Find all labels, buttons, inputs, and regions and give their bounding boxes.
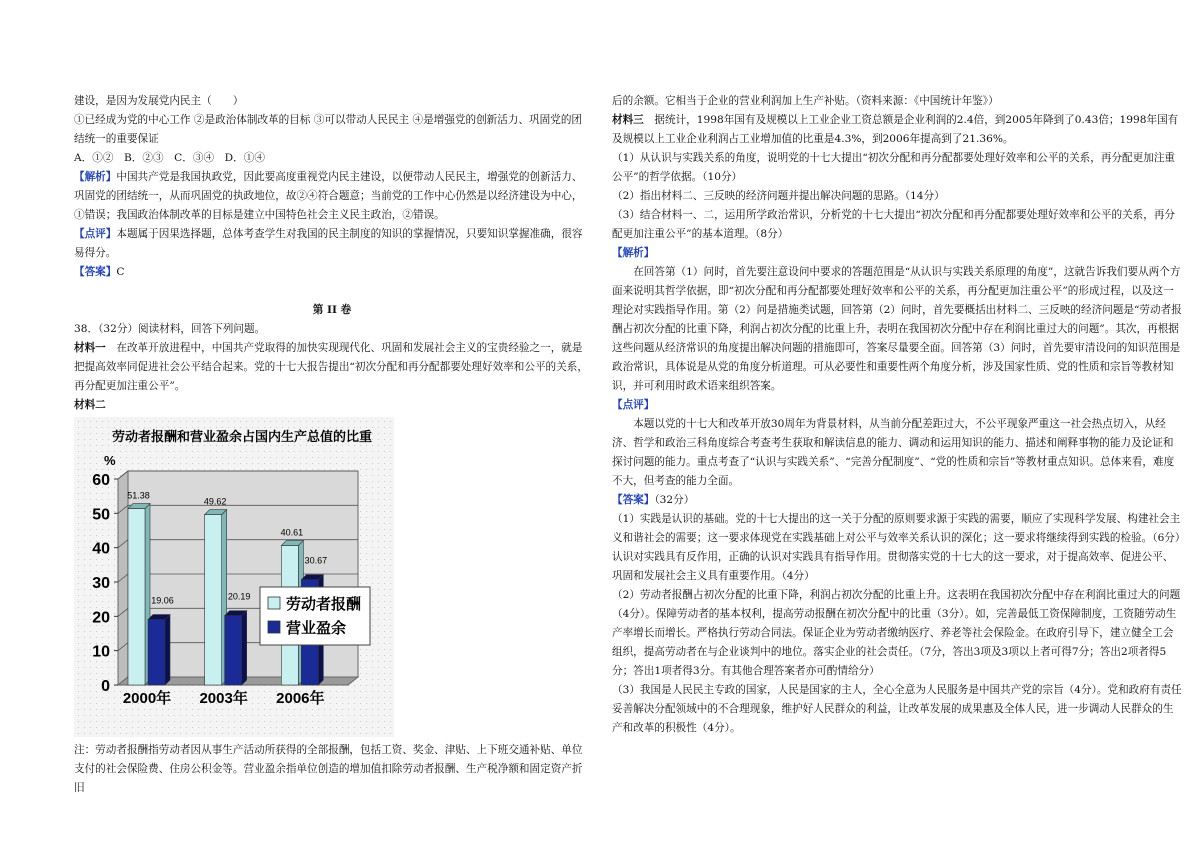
x-tick-label: 2006年 — [276, 690, 325, 707]
material-1-label: 材料一 — [74, 342, 106, 354]
legend-swatch — [268, 597, 280, 609]
answer-tag-2: 【答案】 — [612, 494, 655, 506]
sub-question-2: （2）指出材料二、三反映的经济问题并提出解决问题的思路。（14分） — [612, 190, 945, 202]
question-options: ①已经成为党的中心工作 ②是政治体制改革的目标 ③可以带动人民民主 ④是增强党的创新活力、巩固党的团结统一的重要保证 — [74, 114, 583, 145]
bar-chart — [74, 417, 394, 737]
bar-side — [242, 611, 247, 685]
analysis-text-2: 在回答第（1）问时，首先要注意设问中要求的答题范围是“从认识与实践关系原理的角度”，这就告诉我们要从两个方面来说明其哲学依据，即“初次分配和再分配都要处理好效率和公平的关系，再分配更加注重公平”的形成过程，以及这一理论对实践指导作用。第（2）问是措施类试题，回答第（2）问时，首先要概括出材料二、三反映的经济问题是“劳动者报酬占初次分配的比重下降，利润占初次分配的比重上升，表明在我国初次分配中存在利润比重过大的问题”。其次，再根据这些问题从经济常识的角度提出解决问题的措施即可，答案尽量要全面。回答第（3）问时，首先要审清设问的知识范围是政治常识，具体说是从党的角度分析道理。可从必要性和重要性两个角度分析，涉及国家性质、党的性质和宗旨等教材知识，并可利用时政术语来组织答案。 — [612, 266, 1182, 392]
data-label: 49.62 — [203, 496, 227, 507]
sub-question-3: （3）结合材料一、二，运用所学政治常识，分析党的十七大提出“初次分配和再分配都要处理好效率和公平的关系，再分配更加注重公平”的基本道理。（8分） — [612, 209, 1176, 240]
chart-title: 劳动者报酬和营业盈余占国内生产总值的比重 — [111, 429, 373, 444]
sub-question-1: （1）从认识与实践关系的角度，说明党的十七大提出“初次分配和再分配都要处理好效率和公平的关系，再分配更加注重公平”的哲学依据。（10分） — [612, 152, 1176, 183]
answer-text: C — [116, 266, 125, 278]
answer-1: （1）实践是认识的基础。党的十七大提出的这一关于分配的原则要求源于实践的需要，顺应了实现科学发展、构建社会主义和谐社会的需要；这一要求体现党在实践基础上对公平与效率关系认识的深化；这一要求将继续得到实践的检验。（6分）认识对实践具有反作用，正确的认识对实践具有指导作用。贯彻落实党的十七大的这一要求，对于提高效率、促进公平、巩固和发展社会主义具有重要作用。（4分） — [612, 513, 1181, 582]
data-label: 20.19 — [227, 591, 251, 602]
answer-header — [612, 491, 1184, 510]
answer-tag: 【答案】 — [74, 266, 117, 278]
legend-swatch — [268, 621, 280, 633]
question-38: 38．（32分）阅读材料，回答下列问题。 — [74, 323, 266, 335]
y-tick-label: 20 — [92, 609, 110, 627]
bar — [148, 620, 165, 685]
x-tick-label: 2003年 — [199, 690, 248, 707]
x-tick-label: 2000年 — [122, 690, 172, 707]
left-column — [74, 92, 590, 798]
material-2-label: 材料二 — [74, 399, 106, 411]
bar — [128, 509, 145, 685]
analysis-block — [74, 168, 590, 225]
answer-block — [74, 263, 590, 282]
y-tick-label: 10 — [92, 643, 110, 661]
answer-2: （2）劳动者报酬占初次分配的比重下降，利润占初次分配的比重上升。这表明在我国初次分配中存在利润比重过大的问题（4分）。保障劳动者的基本权利，提高劳动报酬在初次分配中的比重（3分）。如，完善最低工资保障制度，工资随劳动生产率增长而增长。严格执行劳动合同法。保证企业为劳动者缴纳医疗、养老等社会保险金。在政府引导下，建立健全工会组织，提高劳动者在与企业谈判中的地位。落实企业的社会责任。（7分，答出3项及3项以上者可得7分；答出2项者得5分；答出1项者得3分。有其他合理答案者亦可酌情给分） — [612, 589, 1181, 677]
y-tick-label: 60 — [92, 472, 110, 489]
bar — [205, 515, 222, 685]
data-label: 40.61 — [280, 527, 304, 538]
chart-container — [74, 417, 394, 737]
data-label: 19.06 — [151, 595, 174, 606]
data-label: 30.67 — [304, 555, 328, 566]
material-1-text: 在改革开放进程中，中国共产党取得的加快实现现代化、巩固和发展社会主义的宝贵经验之一，就是把提高效率同促进社会公平结合起来。党的十七大报告提出“初次分配和再分配都要处理好效率和公平的关系，再分配更加注重公平”。 — [74, 342, 588, 392]
analysis-text: 中国共产党是我国执政党，因此要高度重视党内民主建设，以便带动人民民主，增强党的创新活力、巩固党的团结统一，从而巩固党的执政地位，故②④符合题意；当前党的工作中心仍然是以经济建设为中心，①错误；我国政治体制改革的目标是建立中国特色社会主义民主政治，②错误。 — [74, 171, 583, 221]
legend-label: 劳动者报酬 — [286, 596, 362, 613]
y-tick-label: 40 — [92, 540, 110, 558]
material-3-label: 材料三 — [612, 114, 644, 126]
analysis-tag: 【解析】 — [74, 171, 117, 183]
material-3-text: 据统计，1998年国有及规模以上工业企业工资总额是企业利润的2.4倍，到2005年降到了0.43倍；1998年国有及规模以上工业企业利润占工业增加值的比重是4.3%，到2006年提高到了21.36%。 — [612, 114, 1179, 145]
y-axis-unit-label: % — [104, 453, 116, 468]
question-stem: 建设，是因为发展党内民主（ ） — [74, 95, 244, 107]
analysis-tag-2: 【解析】 — [612, 247, 655, 259]
y-tick-label: 50 — [92, 506, 110, 524]
comment-text-2: 本题以党的十七大和改革开放30周年为背景材料，从当前分配差距过大，不公平现象严重这一社会热点切入，从经济、哲学和政治三科角度综合考查考生获取和解读信息的能力、调动和运用知识的能力、描述和阐释事物的能力及论证和探讨问题的能力。重点考查了“认识与实践关系”、“完善分配制度”、“党的性质和宗旨”等教材重点知识。总体来看，难度不大，但考查的能力全面。 — [612, 418, 1175, 487]
comment-block — [74, 225, 590, 263]
material-3 — [612, 111, 1184, 149]
source-line: 后的余额。它相当于企业的营业利润加上生产补贴。（资料来源：《中国统计年鉴》） — [612, 95, 999, 107]
y-tick-label: 0 — [101, 678, 110, 695]
comment-tag: 【点评】 — [74, 228, 117, 240]
comment-text: 本题属于因果选择题，总体考查学生对我国的民主制度的知识的掌握情况，只要知识掌握准确，很容易得分。 — [74, 228, 583, 259]
chart-note: 注：劳动者报酬指劳动者因从事生产活动所获得的全部报酬，包括工资、奖金、津贴、上下班交通补贴、单位支付的社会保险费、住房公积金等。营业盈余指单位创造的增加值扣除劳动者报酬、生产税净额和固定资产折旧 — [74, 744, 583, 794]
bar — [225, 616, 242, 685]
section-title: 第 II 卷 — [312, 304, 352, 316]
material-1 — [74, 339, 590, 396]
data-label: 51.38 — [127, 490, 150, 501]
question-choices: A．①② B．②③ C．③④ D．①④ — [74, 152, 265, 164]
answer-3: （3）我国是人民民主专政的国家，人民是国家的主人，全心全意为人民服务是中国共产党的宗旨（4分）。党和政府有责任妥善解决分配领域中的不合理现象，维护好人民群众的利益，让改革发展的成果惠及全体人民，进一步调动人民群众的生产和改革的积极性（4分）。 — [612, 684, 1182, 734]
comment-tag-2: 【点评】 — [612, 399, 655, 411]
legend-label: 营业盈余 — [286, 620, 347, 637]
answer-score: （32分） — [654, 494, 695, 506]
bar-side — [165, 615, 170, 685]
right-column — [612, 92, 1184, 738]
y-tick-label: 30 — [92, 575, 110, 592]
